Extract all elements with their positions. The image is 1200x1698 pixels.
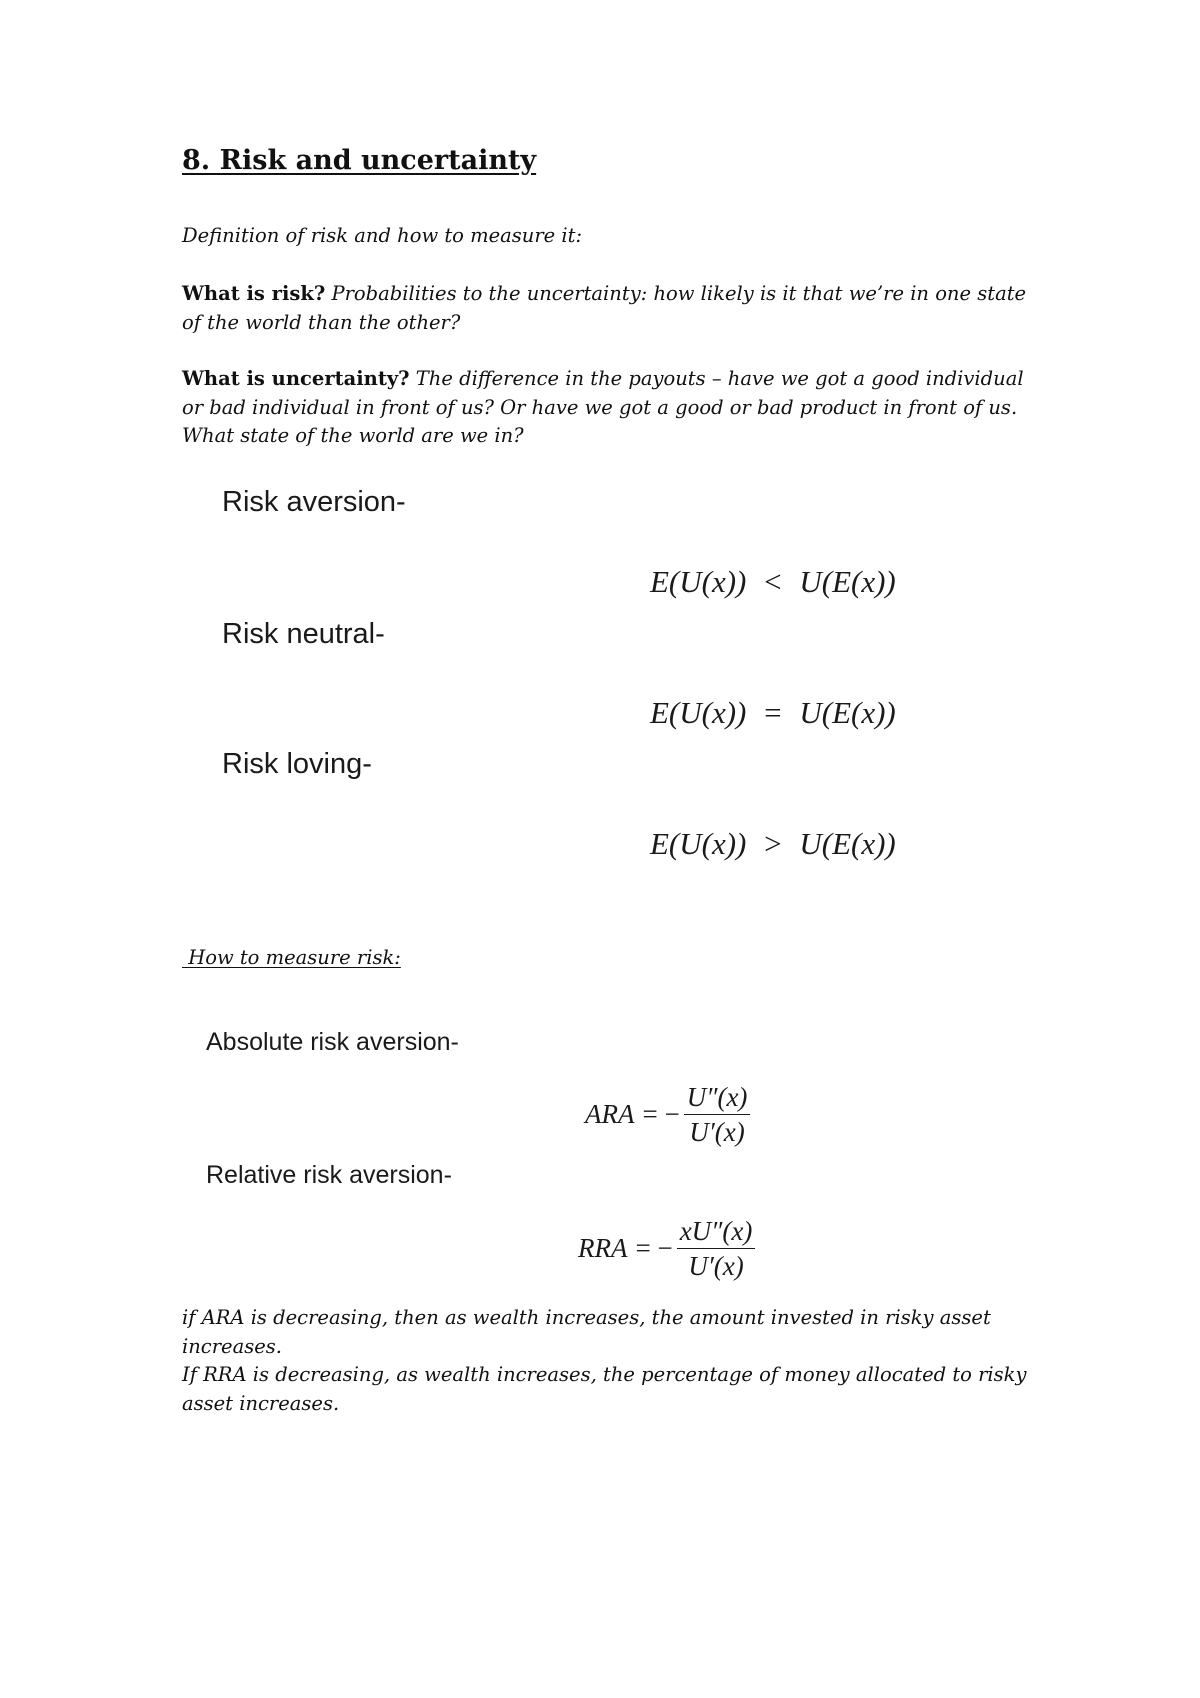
risk-answer: Probabilities to the uncertainty: how likely is it that we’re in one state of the world than the other? bbox=[182, 282, 1027, 334]
risk-loving-label: Risk loving- bbox=[222, 748, 372, 780]
equation-operator: < bbox=[764, 564, 782, 599]
equation-lhs: E(U(x)) bbox=[650, 564, 747, 599]
ara-formula bbox=[585, 1082, 750, 1147]
rra-numerator: xU″(x) bbox=[677, 1216, 756, 1249]
absolute-risk-aversion-label: Absolute risk aversion- bbox=[206, 1028, 459, 1056]
ara-fraction bbox=[684, 1082, 751, 1147]
risk-question: What is risk? bbox=[182, 282, 326, 305]
risk-neutral-equation bbox=[650, 695, 896, 731]
ara-note: if ARA is decreasing, then as wealth increases, the amount invested in risky asset increases. bbox=[182, 1306, 991, 1358]
rra-formula bbox=[578, 1216, 755, 1281]
risk-loving-equation bbox=[650, 826, 896, 862]
rra-fraction bbox=[677, 1216, 756, 1281]
page-title: 8. Risk and uncertainty bbox=[182, 145, 537, 176]
equation-lhs: E(U(x)) bbox=[650, 695, 747, 730]
uncertainty-definition bbox=[182, 365, 1042, 451]
ara-numerator: U″(x) bbox=[684, 1082, 751, 1115]
uncertainty-answer: The difference in the payouts – have we got a good individual or bad individual in front of us? Or have we got a good or bad product in front of us. What state of the world are we in? bbox=[182, 367, 1024, 447]
rra-name: RRA bbox=[578, 1233, 628, 1263]
rra-sign: = − bbox=[635, 1233, 673, 1263]
risk-neutral-label: Risk neutral- bbox=[222, 618, 385, 650]
definition-heading: Definition of risk and how to measure it: bbox=[182, 224, 583, 247]
rra-denominator: U′(x) bbox=[688, 1251, 744, 1281]
equation-rhs: U(E(x)) bbox=[799, 826, 896, 861]
equation-operator: = bbox=[764, 695, 782, 730]
equation-rhs: U(E(x)) bbox=[799, 564, 896, 599]
risk-aversion-label: Risk aversion- bbox=[222, 486, 406, 518]
ara-name: ARA bbox=[585, 1099, 635, 1129]
measure-heading: How to measure risk: bbox=[182, 946, 401, 969]
equation-lhs: E(U(x)) bbox=[650, 826, 747, 861]
risk-aversion-equation bbox=[650, 564, 896, 600]
uncertainty-question: What is uncertainty? bbox=[182, 367, 410, 390]
relative-risk-aversion-label: Relative risk aversion- bbox=[206, 1161, 452, 1189]
equation-operator: > bbox=[764, 826, 782, 861]
rra-note: If RRA is decreasing, as wealth increases, the percentage of money allocated to risky asset increases. bbox=[182, 1363, 1027, 1415]
ara-sign: = − bbox=[642, 1099, 680, 1129]
equation-rhs: U(E(x)) bbox=[799, 695, 896, 730]
ara-denominator: U′(x) bbox=[689, 1117, 745, 1147]
risk-definition bbox=[182, 280, 1042, 337]
